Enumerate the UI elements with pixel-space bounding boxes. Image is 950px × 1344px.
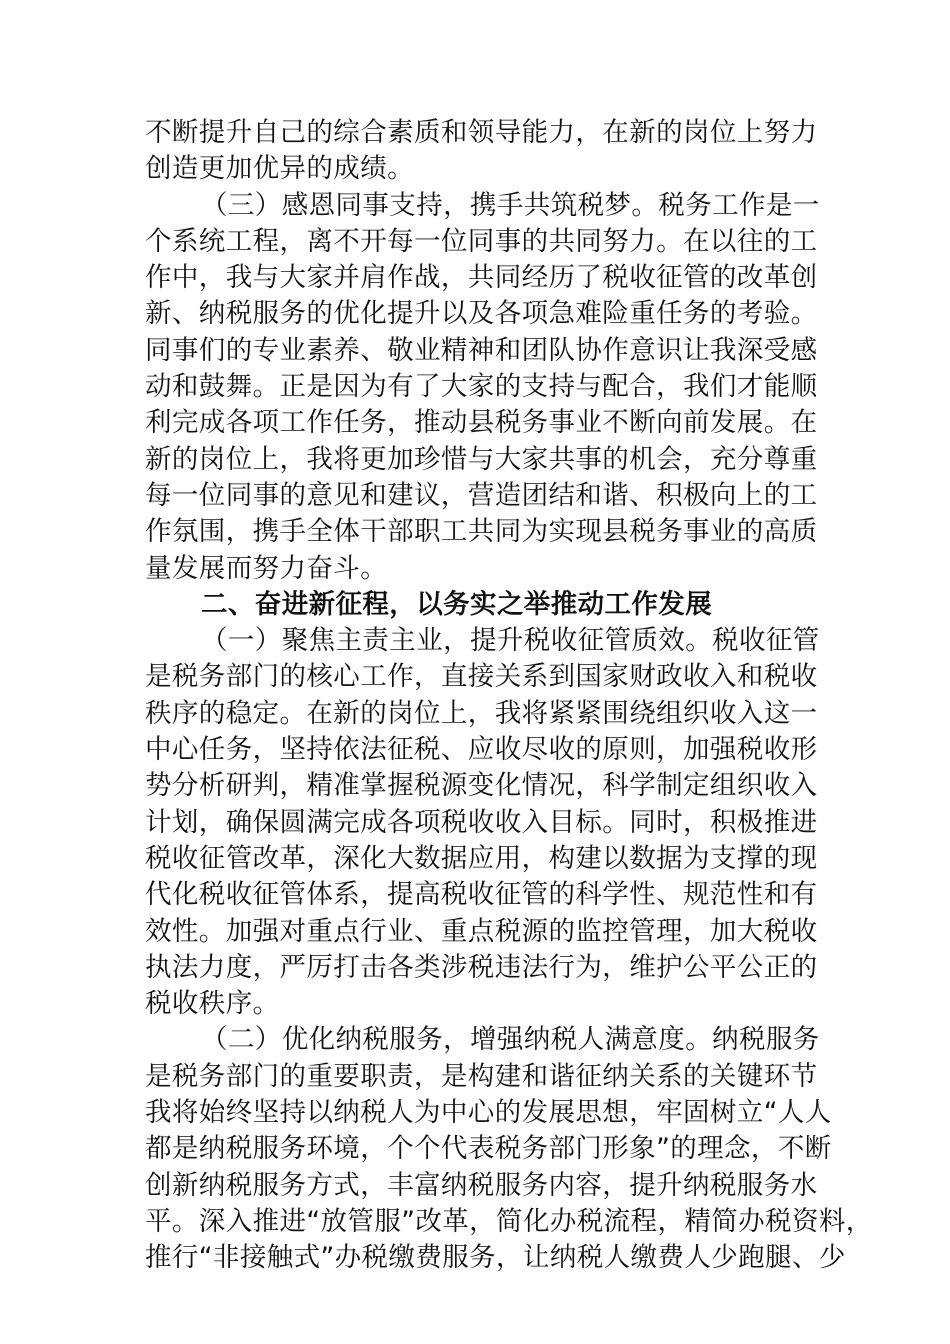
text-line: 作中，我与大家并肩作战，共同经历了税收征管的改革创	[145, 262, 818, 294]
text-line: 效性。加强对重点行业、重点税源的监控管理，加大税收	[145, 915, 818, 947]
text-line: 创造更加优异的成绩。	[145, 153, 414, 185]
text-line: 执法力度，严厉打击各类涉税违法行为，维护公平公正的	[145, 951, 818, 983]
text-line: 新的岗位上，我将更加珍惜与大家共事的机会，充分尊重	[145, 443, 818, 475]
text-line: 推行“非接触式”办税缴费服务，让纳税人缴费人少跑腿、少	[145, 1242, 846, 1274]
text-line: 量发展而努力奋斗。	[145, 552, 388, 584]
text-line: 同事们的专业素养、敬业精神和团队协作意识让我深受感	[145, 334, 818, 366]
text-line: 税收征管改革，深化大数据应用，构建以数据为支撑的现	[145, 842, 818, 874]
paragraph-start-line: （二）优化纳税服务，增强纳税人满意度。纳税服务	[201, 1024, 820, 1056]
text-line: 新、纳税服务的优化提升以及各项急难险重任务的考验。	[145, 298, 818, 330]
text-line: 是税务部门的重要职责，是构建和谐征纳关系的关键环节	[145, 1060, 818, 1092]
paragraph-start-line: （三）感恩同事支持，携手共筑税梦。税务工作是一	[201, 189, 820, 221]
text-line: 动和鼓舞。正是因为有了大家的支持与配合，我们才能顺	[145, 371, 818, 403]
text-line: 税收秩序。	[145, 988, 280, 1020]
document-body	[145, 115, 873, 1277]
text-line: 是税务部门的核心工作，直接关系到国家财政收入和税收	[145, 661, 818, 693]
text-line: 每一位同事的意见和建议，营造团结和谐、积极向上的工	[145, 479, 818, 511]
text-line: 作氛围，携手全体干部职工共同为实现县税务事业的高质	[145, 516, 818, 548]
text-line: 利完成各项工作任务，推动县税务事业不断向前发展。在	[145, 407, 818, 439]
text-line: 势分析研判，精准掌握税源变化情况，科学制定组织收入	[145, 770, 818, 802]
text-line: 我将始终坚持以纳税人为中心的发展思想，牢固树立“人人	[145, 1097, 832, 1129]
section-heading: 二、奋进新征程，以务实之举推动工作发展	[201, 588, 713, 620]
text-line: 计划，确保圆满完成各项税收收入目标。同时，积极推进	[145, 806, 818, 838]
paragraph-start-line: （一）聚焦主责主业，提升税收征管质效。税收征管	[201, 625, 820, 657]
text-line: 创新纳税服务方式，丰富纳税服务内容，提升纳税服务水	[145, 1169, 818, 1201]
text-line: 不断提升自己的综合素质和领导能力，在新的岗位上努力	[145, 117, 818, 148]
text-line: 代化税收征管体系，提高税收征管的科学性、规范性和有	[145, 879, 818, 911]
text-line: 个系统工程，离不开每一位同事的共同努力。在以往的工	[145, 225, 818, 257]
text-line: 秩序的稳定。在新的岗位上，我将紧紧围绕组织收入这一	[145, 697, 818, 729]
text-line: 平。深入推进“放管服”改革，简化办税流程，精简办税资料，	[145, 1205, 873, 1237]
text-line: 都是纳税服务环境，个个代表税务部门形象”的理念，不断	[145, 1133, 832, 1165]
text-line: 中心任务，坚持依法征税、应收尽收的原则，加强税收形	[145, 734, 818, 766]
